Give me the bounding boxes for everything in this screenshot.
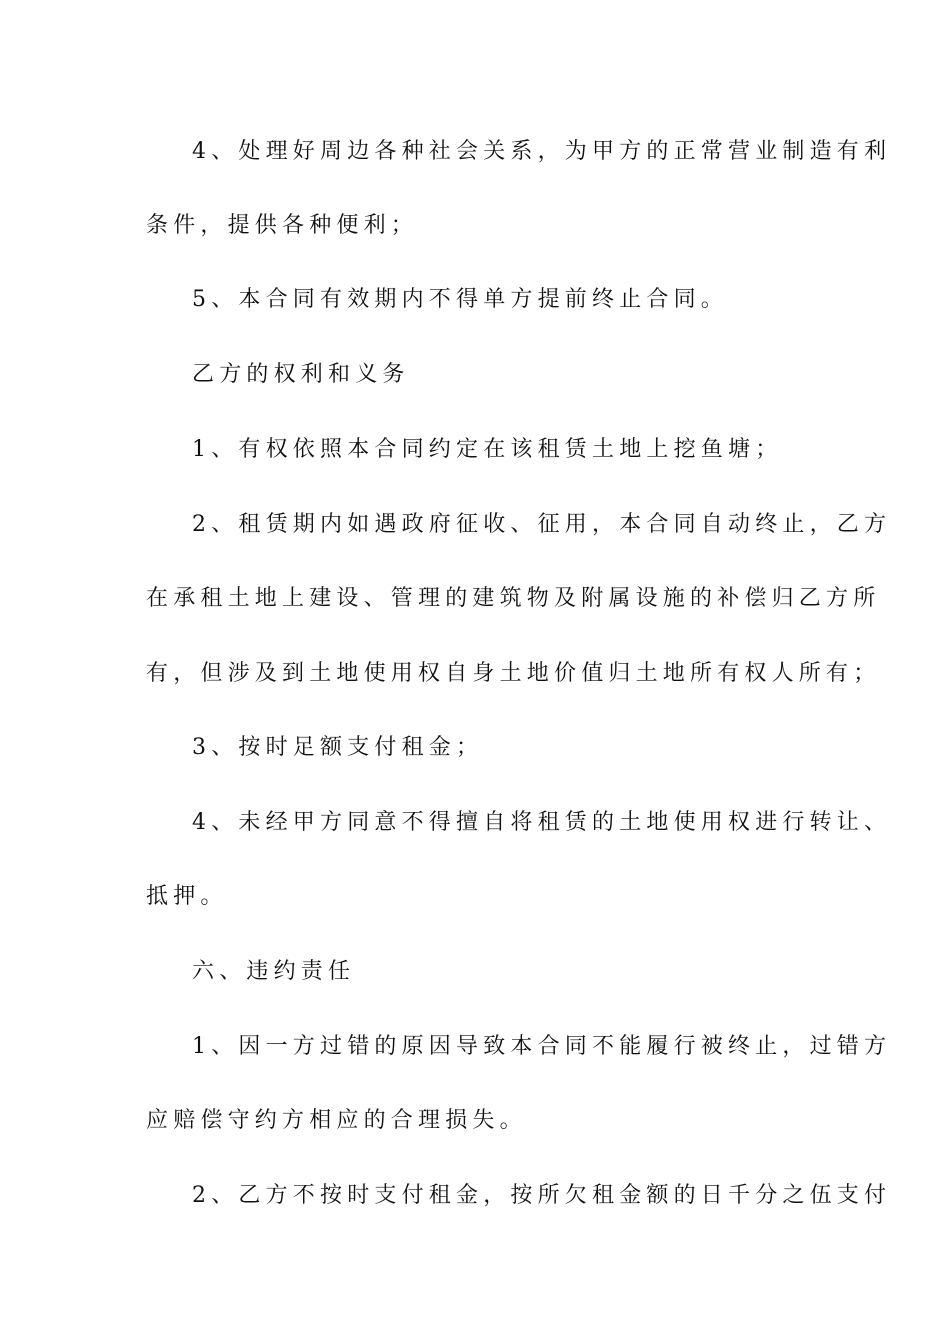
- paragraph-line: 4、处理好周边各种社会关系，为甲方的正常营业制造有利: [192, 139, 892, 164]
- paragraph-line: 在承租土地上建设、管理的建筑物及附属设施的补偿归乙方所: [146, 586, 881, 611]
- paragraph-line: 5、本合同有效期内不得单方提前终止合同。: [192, 287, 728, 312]
- paragraph-line: 有，但涉及到土地使用权自身土地价值归土地所有权人所有；: [146, 661, 881, 686]
- paragraph-line: 3、按时足额支付租金；: [192, 735, 484, 760]
- section-heading: 乙方的权利和义务: [192, 362, 410, 387]
- paragraph-line: 应赔偿守约方相应的合理损失。: [146, 1108, 527, 1133]
- paragraph-line: 2、乙方不按时支付租金，按所欠租金额的日千分之伍支付: [192, 1183, 892, 1208]
- paragraph-line: 抵押。: [146, 884, 228, 909]
- section-heading: 六、违约责任: [192, 959, 356, 984]
- paragraph-line: 4、未经甲方同意不得擅自将租赁的土地使用权进行转让、: [192, 810, 892, 835]
- paragraph-line: 2、租赁期内如遇政府征收、征用，本合同自动终止，乙方: [192, 512, 892, 537]
- paragraph-line: 条件，提供各种便利；: [146, 213, 419, 238]
- paragraph-line: 1、有权依照本合同约定在该租赁土地上挖鱼塘；: [192, 437, 783, 462]
- paragraph-line: 1、因一方过错的原因导致本合同不能履行被终止，过错方: [192, 1034, 892, 1059]
